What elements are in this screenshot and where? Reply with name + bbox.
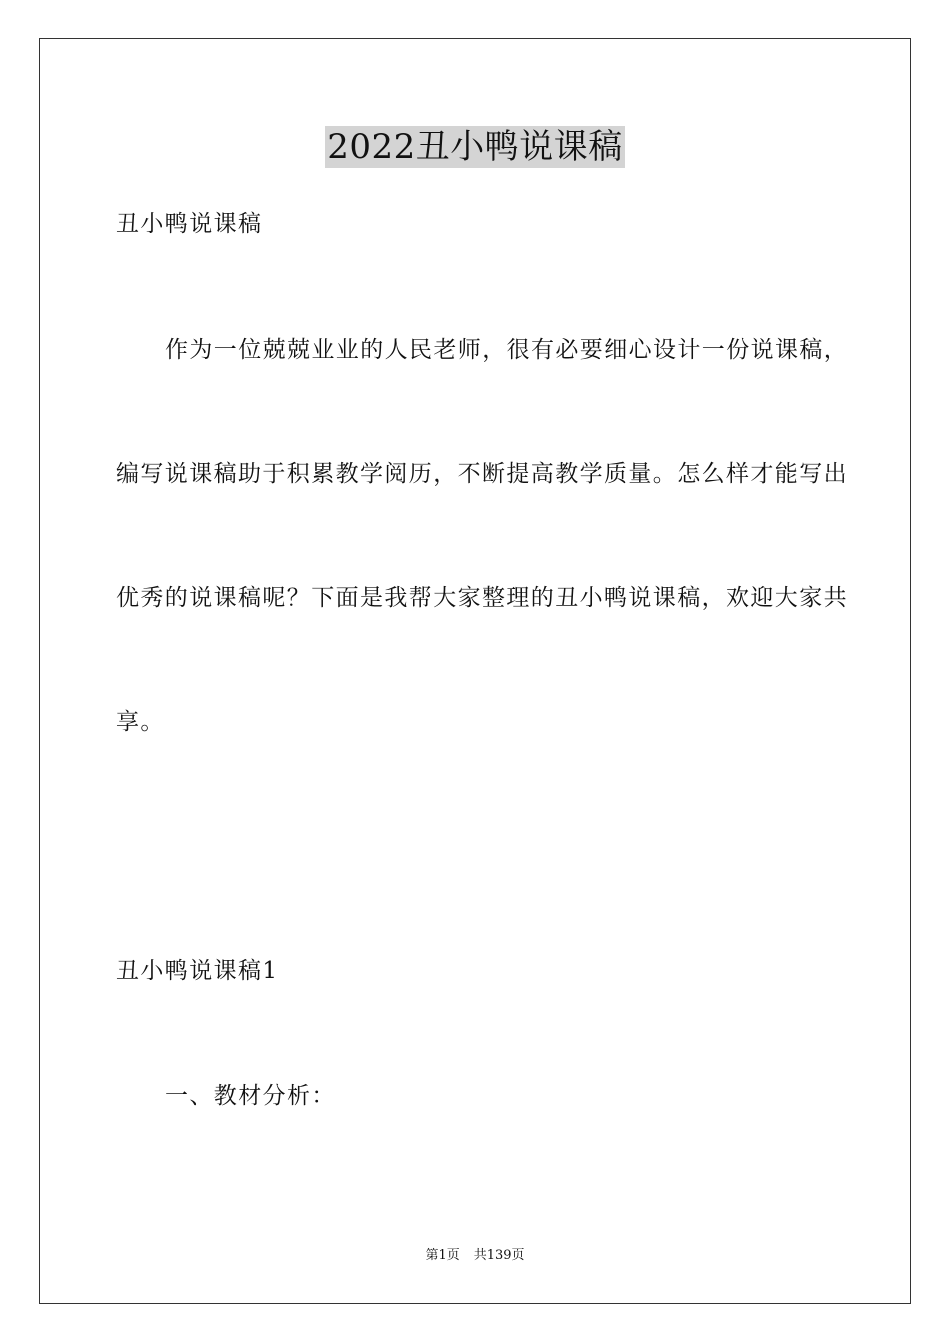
intro-line-3: 优秀的说课稿呢？下面是我帮大家整理的丑小鸭说课稿，欢迎大家共: [116, 585, 848, 611]
intro-line-1: 作为一位兢兢业业的人民老师，很有必要细心设计一份说课稿，: [165, 337, 849, 363]
intro-line-2: 编写说课稿助于积累教学阅历，不断提高教学质量。怎么样才能写出: [116, 461, 848, 487]
page-number-current: 第1页: [425, 1248, 460, 1263]
page-footer: [0, 1247, 950, 1265]
document-title: 2022丑小鸭说课稿: [327, 127, 623, 167]
title-container: [0, 126, 950, 168]
intro-line-4: 享。: [116, 709, 165, 735]
page-number-total: 共139页: [473, 1248, 525, 1263]
section-heading: 丑小鸭说课稿1: [116, 958, 279, 984]
document-subtitle: 丑小鸭说课稿: [116, 211, 263, 237]
section-item: 一、教材分析：: [165, 1083, 336, 1109]
